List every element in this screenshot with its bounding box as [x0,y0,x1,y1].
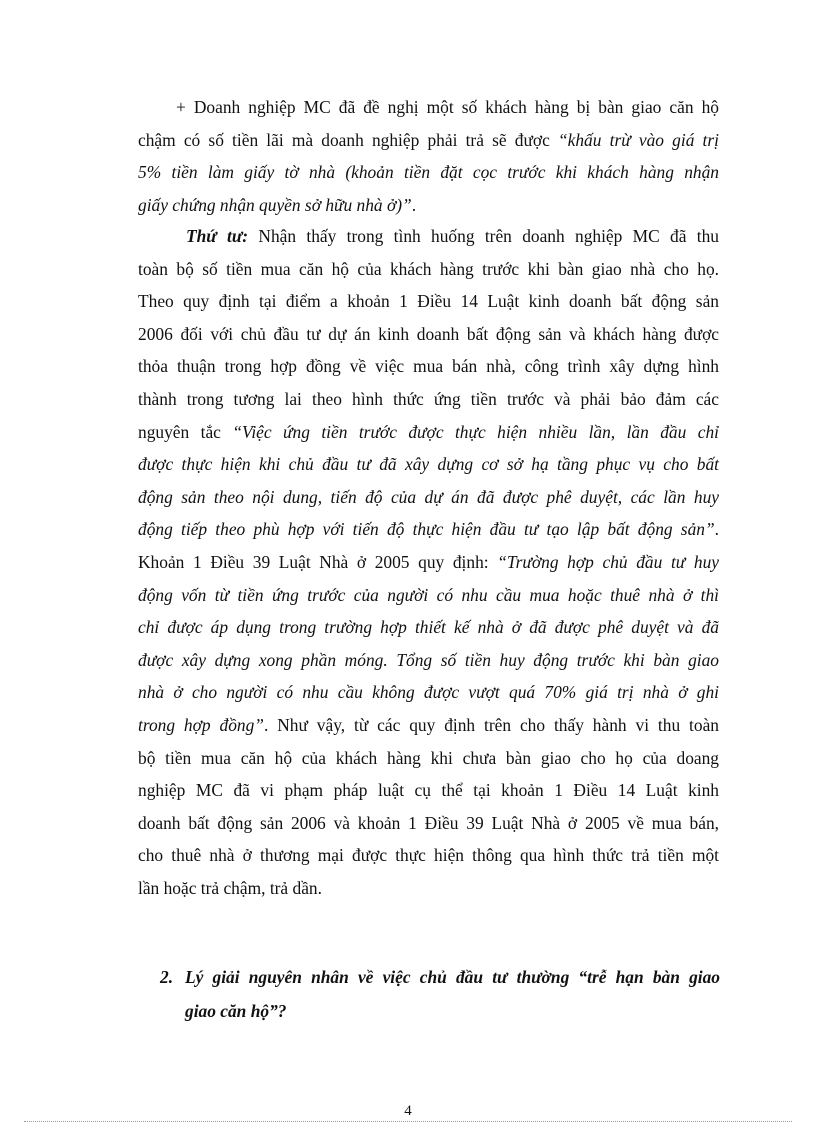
italic-run: giấy chứng nhận quyền sở hữu nhà ở)” [138,194,412,215]
text-run: . Như vậy, từ các quy định trên cho thấy hành vi thu toàn [263,715,719,735]
text-line [138,124,719,157]
italic-run: được xây dựng xong phần móng. Tổng số tiền huy động trước khi bàn giao [138,649,719,670]
text-line [138,579,719,612]
text-run: . [714,519,719,540]
text-line [138,481,719,514]
italic-run: động vốn từ tiền ứng trước của người có nhu cầu mua hoặc thuê nhà ở thì [138,584,719,605]
text-run: nguyên tắc [138,421,233,442]
text-run: lần hoặc trả chậm, trả dần. [138,878,322,898]
text-line [138,839,719,872]
text-line [138,513,719,546]
text-line [138,546,719,579]
text-run: + Doanh nghiệp MC đã đề nghị một số khách hàng bị bàn giao căn hộ [176,97,719,117]
text-line [138,774,719,807]
italic-run: 5% tiền làm giấy tờ nhà (khoản tiền đặt cọc trước khi khách hàng nhận [138,162,719,183]
text-line [176,91,719,124]
text-line [138,644,719,677]
text-run: Nhận thấy trong tình huống trên doanh nghiệp MC đã thu [248,226,719,246]
text-line [186,220,719,253]
italic-run: “khấu trừ vào giá trị [557,129,719,150]
italic-run: nhà ở cho người có nhu cầu không được vượt quá 70% giá trị nhà ở ghi [138,682,719,703]
text-line [138,318,719,351]
text-line [138,350,719,383]
italic-run: “Trường hợp chủ đầu tư huy [497,552,719,572]
section-heading-line-2: giao căn hộ”? [185,1001,287,1021]
bold-italic-run: Thứ tư: [186,226,249,246]
text-run: cho thuê nhà ở thương mại được thực hiện thông qua hình thức trả tiền một [138,845,719,866]
text-run: toàn bộ số tiền mua căn hộ của khách hàng trước khi bàn giao nhà cho họ. [138,258,719,279]
text-line [138,189,719,222]
italic-run: chỉ được áp dụng trong trường hợp thiết kế nhà ở đã được phê duyệt và đã [138,617,719,638]
italic-run: động tiếp theo phù hợp với tiến độ thực hiện đầu tư tạo lập bất động sản” [138,519,715,540]
footer-divider [24,1121,792,1122]
text-line [138,383,719,416]
italic-run: động sản theo nội dung, tiến độ của dự án đã được phê duyệt, các lần huy [138,486,719,507]
text-line [138,709,719,742]
page-number: 4 [404,1103,412,1119]
text-line [138,285,719,318]
text-run: doanh bất động sản 2006 và khoản 1 Điều 39 Luật Nhà ở 2005 về mua bán, [138,812,719,833]
text-run: chậm có số tiền lãi mà doanh nghiệp phải trả sẽ được [138,129,558,150]
text-line [138,611,719,644]
text-line [138,807,719,840]
section-heading-line-1: Lý giải nguyên nhân về việc chủ đầu tư thường “trễ hạn bàn giao [185,967,720,987]
italic-run: “Việc ứng tiền trước được thực hiện nhiều lần, lần đầu chỉ [232,421,719,442]
text-run: nghiệp MC đã vi phạm pháp luật cụ thể tại khoản 1 Điều 14 Luật kinh [138,780,719,801]
text-line [138,156,719,189]
italic-run: được thực hiện khi chủ đầu tư đã xây dựng cơ sở hạ tầng phục vụ cho bất [138,454,719,475]
text-line [138,253,719,286]
text-run: 2006 đối với chủ đầu tư dự án kinh doanh bất động sản và khách hàng được [138,323,719,344]
text-run: Khoản 1 Điều 39 Luật Nhà ở 2005 quy định: [138,552,498,572]
text-run: Theo quy định tại điểm a khoản 1 Điều 14 Luật kinh doanh bất động sản [138,291,719,312]
text-run: . [411,194,417,215]
text-run: bộ tiền mua căn hộ của khách hàng khi chưa bàn giao cho họ của doang [138,747,719,768]
text-run: thỏa thuận trong hợp đồng về việc mua bán nhà, công trình xây dựng hình [138,356,719,377]
section-heading-number: 2. [160,967,174,987]
text-line [138,872,719,905]
text-line [138,742,719,775]
text-line [138,448,719,481]
text-line [138,416,719,449]
text-line [138,676,719,709]
text-run: thành trong tương lai theo hình thức ứng tiền trước và phải bảo đảm các [138,389,719,409]
italic-run: trong hợp đồng” [138,715,264,735]
